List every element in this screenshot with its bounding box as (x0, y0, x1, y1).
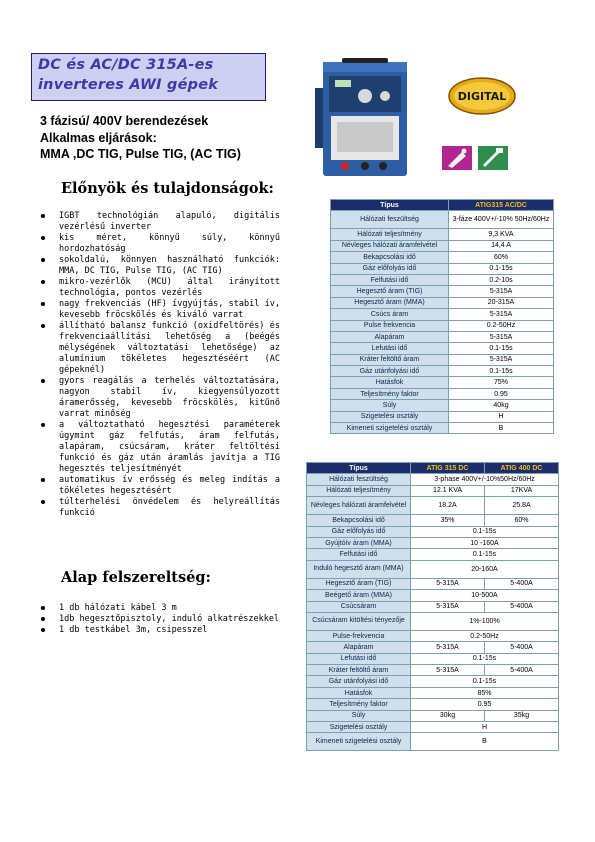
row-value: 5-315A (449, 286, 554, 297)
row-value: 9,3 KVA (449, 229, 554, 240)
header-model-cell: ATIG315 AC/DC (449, 200, 554, 211)
feature-item: a változtatható hegesztési paraméterek úgymint gáz felfutás, áram felfutás, alapáram, csúcsáram, kráter feltöltési funkció és gáz után áramlás javítja a TIG hegesztés teljesítményét (38, 420, 280, 475)
row-label: Hegesztő áram (TIG) (331, 286, 449, 297)
row-value-b: 17KVA (485, 485, 559, 496)
row-label: Teljesítmény faktor (307, 699, 411, 710)
row-value-a: 30kg (411, 710, 485, 721)
row-label: Szigetelési osztály (331, 411, 449, 422)
table-row (331, 331, 554, 342)
row-value: 60% (449, 252, 554, 263)
table-row (331, 263, 554, 274)
table-row (307, 676, 559, 687)
row-value-b: 5-400A (485, 601, 559, 612)
row-label: Gáz utánfolyási idő (307, 676, 411, 687)
row-value: 5-315A (449, 331, 554, 342)
row-value-shared: B (411, 733, 559, 751)
row-label: Gáz utánfolyási idő (331, 366, 449, 377)
equipment-item: 1db hegesztőpisztoly, induló alkatrészekkel (38, 614, 298, 625)
row-value-b: 35kg (485, 710, 559, 721)
process-icons (440, 144, 512, 172)
row-value: 0.2-50Hz (449, 320, 554, 331)
table-header-row (307, 463, 559, 474)
table-row (331, 354, 554, 365)
row-value-shared: 85% (411, 687, 559, 698)
row-label: Pulse frekvencia (331, 320, 449, 331)
row-label: Pulse-frekvencia (307, 630, 411, 641)
subtitle-line-2: Alkalmas eljárások: (40, 130, 157, 145)
row-value: 0.1-15s (449, 366, 554, 377)
row-value-b: 5-400A (485, 578, 559, 589)
row-value-a: 5-315A (411, 578, 485, 589)
row-value-shared: 0.1-15s (411, 676, 559, 687)
row-label: Alapáram (307, 642, 411, 653)
row-label: Kráter feltöltő áram (331, 354, 449, 365)
row-label: Súly (307, 710, 411, 721)
row-label: Bekapcsolási idő (331, 252, 449, 263)
row-label: Hegesztő áram (MMA) (331, 297, 449, 308)
table-row (307, 665, 559, 676)
row-value-b: 60% (485, 515, 559, 526)
features-list (38, 211, 280, 519)
equipment-heading: Alap felszereltség: (61, 569, 211, 586)
title-line-2: inverteres AWI gépek (38, 77, 219, 93)
row-value: 14,4 A (449, 240, 554, 251)
digital-badge (448, 77, 516, 115)
row-value: 3-fáze 400V+/-10% 50Hz/60Hz (449, 211, 554, 229)
row-value: 40kg (449, 400, 554, 411)
title-line-1: DC és AC/DC 315A-es (38, 57, 214, 73)
row-label: Csúcsáram kitöltési tényezője (307, 612, 411, 630)
mma-electrode-icon (478, 146, 508, 170)
row-label: Teljesítmény faktor (331, 388, 449, 399)
table-row (307, 710, 559, 721)
table-row (307, 578, 559, 589)
row-label: Névleges hálózati áramfelvétel (331, 240, 449, 251)
row-label: Gyújtóív áram (MMA) (307, 537, 411, 548)
table-row (331, 366, 554, 377)
equipment-item: 1 db testkábel 3m, csipesszel (38, 625, 298, 636)
table-row (331, 388, 554, 399)
row-label: Szigetelési osztály (307, 722, 411, 733)
table-row (307, 642, 559, 653)
feature-item: kis méret, könnyű súly, könnyű hordozhatóság (38, 233, 280, 255)
row-label: Csúcsáram (307, 601, 411, 612)
row-value-shared: 0.1-15s (411, 653, 559, 664)
row-value: B (449, 423, 554, 434)
row-value-shared: 20-160A (411, 560, 559, 578)
row-value-b: 25.8A (485, 497, 559, 515)
header-type-cell: Típus (331, 200, 449, 211)
table-row (331, 411, 554, 422)
table-row (307, 699, 559, 710)
table-header-row (331, 200, 554, 211)
table-row (307, 733, 559, 751)
table-row (307, 653, 559, 664)
table-row (331, 343, 554, 354)
badge-text: DIGITAL (457, 90, 507, 103)
feature-item: állítható balansz funkció (oxidfeltörés) és frekvenciaállítási lehetőség a (beégés mélységének változtatási lehetősége) az alumínium tökéletes hegesztéséért (AC gépeknél) (38, 321, 280, 376)
table-row (307, 612, 559, 630)
feature-item: gyors reagálás a terhelés változtatására, nagyon stabil ív, kiegyensúlyozott áramerősség, kevesebb fröcskölés, kitűnő varrat minőség (38, 376, 280, 420)
row-label: Felfutási idő (331, 274, 449, 285)
row-value: 20-315A (449, 297, 554, 308)
row-label: Csúcs áram (331, 309, 449, 320)
row-label: Hálózati teljesítmény (307, 485, 411, 496)
table-row (331, 286, 554, 297)
row-value-shared: 1%-100% (411, 612, 559, 630)
row-label: Névleges hálózati áramfelvétel (307, 497, 411, 515)
table-row (331, 274, 554, 285)
row-label: Hálózati feszültség (307, 474, 411, 485)
subtitle-block (40, 113, 241, 163)
equipment-list (38, 603, 298, 636)
title-box (31, 53, 266, 101)
row-label: Hatásfok (331, 377, 449, 388)
row-label: Gáz előfolyás idő (307, 526, 411, 537)
table-row (307, 474, 559, 485)
row-label: Hatásfok (307, 687, 411, 698)
header-model-a-cell: ATIG 315 DC (411, 463, 485, 474)
header-type-cell: Típus (307, 463, 411, 474)
row-value-a: 12.1 KVA (411, 485, 485, 496)
row-value: 5-315A (449, 309, 554, 320)
table-row (331, 400, 554, 411)
row-value: 0.1-15s (449, 263, 554, 274)
table-row (331, 252, 554, 263)
row-label: Súly (331, 400, 449, 411)
feature-item: nagy frekvenciás (HF) ívgyújtás, stabil ív, kevesebb fröcskölés és kiváló varrat (38, 299, 280, 321)
row-value-a: 35% (411, 515, 485, 526)
row-label: Kimeneti szigetelési osztály (307, 733, 411, 751)
row-value: 5-315A (449, 354, 554, 365)
row-value: 0.2-10s (449, 274, 554, 285)
row-label: Hálózati feszültség (331, 211, 449, 229)
table-row (331, 240, 554, 251)
row-value: 75% (449, 377, 554, 388)
row-value-shared: 3-phase 400V+/-10%50Hz/60Hz (411, 474, 559, 485)
table-row (307, 549, 559, 560)
feature-item: automatikus ív erősség és meleg indítás a tökéletes hegesztésért (38, 475, 280, 497)
table-row (307, 722, 559, 733)
table-row (331, 211, 554, 229)
table-row (331, 320, 554, 331)
row-value: 0.95 (449, 388, 554, 399)
table-row (331, 309, 554, 320)
table-row (307, 497, 559, 515)
subtitle-line-1: 3 fázisú/ 400V berendezések (40, 114, 209, 128)
subtitle-line-3: MMA ,DC TIG, Pulse TIG, (AC TIG) (40, 147, 241, 161)
table-row (331, 297, 554, 308)
row-value: H (449, 411, 554, 422)
row-value-shared: H (411, 722, 559, 733)
table-row (307, 526, 559, 537)
equipment-item: 1 db hálózati kábel 3 m (38, 603, 298, 614)
table-row (307, 687, 559, 698)
row-value-a: 5-315A (411, 665, 485, 676)
row-value-shared: 10-500A (411, 590, 559, 601)
row-label: Beégető áram (MMA) (307, 590, 411, 601)
feature-item: túlterhelési önvédelem és helyreállítás funkció (38, 497, 280, 519)
row-value: 0.1-15s (449, 343, 554, 354)
tig-torch-icon (442, 146, 472, 170)
table-row (307, 630, 559, 641)
row-label: Gáz előfolyás idő (331, 263, 449, 274)
table-row (331, 229, 554, 240)
row-value-shared: 10 -160A (411, 537, 559, 548)
welding-machine-image (315, 58, 413, 180)
feature-item: IGBT technológián alapuló, digitális vezérlésű inverter (38, 211, 280, 233)
spec-table-dc (306, 462, 559, 751)
row-label: Lefutási idő (307, 653, 411, 664)
row-value-a: 18.2A (411, 497, 485, 515)
table-row (331, 377, 554, 388)
row-label: Induló hegesztő áram (MMA) (307, 560, 411, 578)
table-row (307, 515, 559, 526)
feature-item: sokoldalú, könnyen használható funkciók: MMA, DC TIG, Pulse TIG, (AC TIG) (38, 255, 280, 277)
row-value-shared: 0.2-50Hz (411, 630, 559, 641)
table-row (307, 537, 559, 548)
row-value-b: 5-400A (485, 665, 559, 676)
row-label: Alapáram (331, 331, 449, 342)
row-label: Bekapcsolási idő (307, 515, 411, 526)
row-value-b: 5-400A (485, 642, 559, 653)
feature-item: mikro-vezérlők (MCU) által irányított technológia, pontos vezérlés (38, 277, 280, 299)
row-label: Lefutási idő (331, 343, 449, 354)
row-label: Hálózati teljesítmény (331, 229, 449, 240)
row-value-shared: 0.95 (411, 699, 559, 710)
spec-table-ac-dc (330, 199, 554, 434)
header-model-b-cell: ATIG 400 DC (485, 463, 559, 474)
row-label: Kráter feltöltő áram (307, 665, 411, 676)
table-row (307, 601, 559, 612)
table-row (307, 560, 559, 578)
row-value-shared: 0.1-15s (411, 549, 559, 560)
row-label: Felfutási idő (307, 549, 411, 560)
table-row (307, 485, 559, 496)
row-label: Kimeneti szigetelési osztály (331, 423, 449, 434)
row-value-a: 5-315A (411, 601, 485, 612)
row-value-a: 5-315A (411, 642, 485, 653)
table-row (331, 423, 554, 434)
row-label: Hegesztő áram (TIG) (307, 578, 411, 589)
row-value-shared: 0.1-15s (411, 526, 559, 537)
table-row (307, 590, 559, 601)
features-heading: Előnyök és tulajdonságok: (61, 180, 274, 197)
